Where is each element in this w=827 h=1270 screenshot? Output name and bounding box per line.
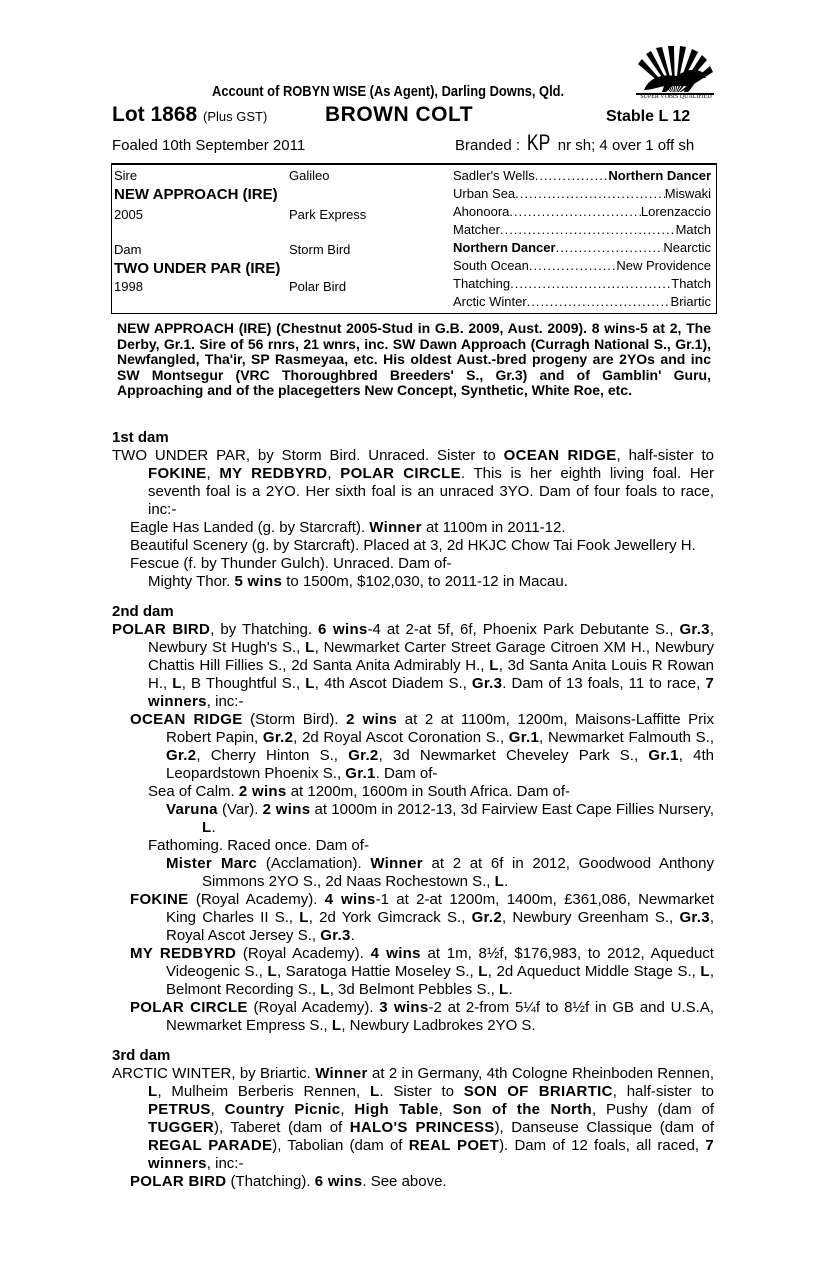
gen3-dam-side: Arctic Winter [453, 294, 527, 309]
sire-year: 2005 [114, 207, 143, 222]
entry-text: , [210, 1101, 225, 1118]
bold-text: OCEAN RIDGE [503, 447, 617, 464]
gen3-sire-side: Nearctic [663, 240, 711, 255]
branded-label: Branded : [455, 137, 521, 154]
bold-text: POLAR BIRD [130, 1173, 227, 1190]
bold-text: Gr.2 [166, 747, 197, 764]
sire-dam: Park Express [289, 207, 367, 222]
entry-text: Fescue (f. by Thunder Gulch). Unraced. Dam of- [130, 555, 452, 572]
entry-text: (Royal Academy). [236, 945, 371, 962]
entry-text: to 1500m, $102,030, to 2011-12 in Macau. [282, 573, 568, 590]
entry-text: , Newbury Ladbrokes 2YO S. [341, 1017, 536, 1034]
bold-text: 6 wins [318, 621, 368, 638]
entry-text: , 3d Newmarket Cheveley Park S., [378, 747, 649, 764]
pedigree-table [111, 163, 717, 314]
dam-name: TWO UNDER PAR (IRE) [114, 260, 281, 277]
bold-text: Winner [315, 1065, 368, 1082]
bold-text: Winner [369, 519, 422, 536]
entry-text: , 2d York Gimcrack S., [308, 909, 472, 926]
gen3-row [453, 294, 711, 309]
bold-text: Gr.2 [262, 729, 294, 746]
bold-text: High Table [354, 1101, 439, 1118]
entry-text: , B Thoughtful S., [181, 675, 306, 692]
entry-text: Mighty Thor. [148, 573, 235, 590]
bold-text: Son of the North [452, 1101, 592, 1118]
bold-text: Gr.3 [679, 621, 710, 638]
entry-text: , half-sister to [612, 1083, 714, 1100]
bold-text: L [172, 675, 182, 692]
pedigree-entry [112, 1065, 714, 1173]
gen3-row [453, 204, 711, 219]
entry-text: , Cherry Hinton S., [196, 747, 349, 764]
gen3-row [453, 258, 711, 273]
entry-text: (Royal Academy). [247, 999, 380, 1016]
gen3-dam-side: South Ocean [453, 258, 529, 273]
bold-text: HALO'S PRINCESS [349, 1119, 495, 1136]
gen3-sire-side: Miswaki [664, 186, 711, 201]
dam-year: 1998 [114, 279, 143, 294]
entry-text: at 2 at 6f in 2012, Goodwood Anthony Simmons 2YO S., 2d Naas Rochestown S., [202, 855, 714, 890]
brand-mark: KP [527, 130, 551, 155]
entry-text: (Royal Academy). [188, 891, 325, 908]
leader-dots [529, 258, 616, 273]
branded-rest: nr sh; 4 over 1 off sh [557, 137, 695, 154]
section-heading: 1st dam [112, 429, 169, 446]
bold-text: POLAR CIRCLE [130, 999, 248, 1016]
entry-text: Eagle Has Landed (g. by Starcraft). [130, 519, 370, 536]
gen3-row [453, 168, 711, 183]
horse-title: BROWN COLT [325, 103, 474, 126]
lot-number [112, 103, 267, 127]
entry-text: , Newbury St Hugh's S., [148, 621, 714, 656]
entry-text: . [508, 981, 513, 998]
gen3-dam-side: Thatching [453, 276, 511, 291]
entry-text: at 1200m, 1600m in South Africa. Dam of- [286, 783, 571, 800]
gen3-row [453, 276, 711, 291]
bold-text: SON OF BRIARTIC [463, 1083, 613, 1100]
entry-text: , 2d Aqueduct Middle Stage S., [487, 963, 701, 980]
entry-text: . Dam of 13 foals, 11 to race, [502, 675, 706, 692]
entry-text: -4 at 2-at 5f, 6f, Phoenix Park Debutante S., [367, 621, 680, 638]
lot-label: Lot 1868 [112, 103, 198, 126]
pedigree-entry [112, 855, 714, 891]
section-heading: 3rd dam [112, 1047, 171, 1064]
entry-text: , inc:- [206, 1155, 244, 1172]
bold-text: L [267, 963, 277, 980]
pedigree-entry [112, 711, 714, 783]
bold-text: 5 wins [234, 573, 283, 590]
foaled-date: Foaled 10th September 2011 [112, 137, 306, 154]
bold-text: 4 wins [370, 945, 421, 962]
bold-text: MY REDBYRD [130, 945, 237, 962]
entry-text: . Dam of- [375, 765, 438, 782]
entry-text: . [350, 927, 355, 944]
entry-text: -2 at 2-from 5¼f to 8½f in GB and U.S.A, Newmarket Empress S., [166, 999, 714, 1034]
entry-text: Fathoming. Raced once. Dam of- [148, 837, 369, 854]
entry-text: , 3d Santa Anita Louis R Rowan H., [148, 657, 714, 692]
bold-text: 7 winners [148, 675, 715, 710]
bold-text: 2 wins [238, 783, 287, 800]
entry-text: , [327, 465, 341, 482]
gen3-dam-side: Urban Sea [453, 186, 516, 201]
entry-text: ARCTIC WINTER, by Briartic. [112, 1065, 316, 1082]
entry-text: Sea of Calm. [148, 783, 239, 800]
entry-text: (Storm Bird). [242, 711, 347, 728]
bold-text: Gr.1 [648, 747, 679, 764]
stable-number: Stable L 12 [606, 108, 691, 125]
leader-dots [527, 294, 671, 309]
entry-text: , inc:- [206, 693, 244, 710]
entry-text: , Saratoga Hattie Moseley S., [276, 963, 479, 980]
pedigree-entry [112, 555, 714, 573]
dam-dam: Polar Bird [289, 279, 347, 294]
sire-name: NEW APPROACH (IRE) [114, 186, 278, 203]
bold-text: L [305, 675, 315, 692]
bold-text: REGAL PARADE [148, 1137, 273, 1154]
vendor-account: Account of ROBYN WISE (As Agent), Darling Downs, Qld. [212, 83, 565, 100]
entry-text: TWO UNDER PAR, by Storm Bird. Unraced. Sister to [112, 447, 504, 464]
bold-text: L [369, 1083, 380, 1100]
plus-gst: (Plus GST) [203, 109, 268, 124]
entry-text: . See above. [362, 1173, 447, 1190]
bold-text: 3 wins [379, 999, 429, 1016]
pedigree-entry [112, 1173, 714, 1191]
entry-text: . This is her eighth living foal. Her seventh foal is a 2YO. Her sixth foal is an unraced 3YO. Dam of four foals to race, inc:- [148, 465, 714, 518]
bold-text: L [498, 981, 509, 998]
bold-text: 4 wins [324, 891, 376, 908]
leader-dots [515, 186, 665, 201]
bold-text: OCEAN RIDGE [130, 711, 243, 728]
bold-text: L [331, 1017, 342, 1034]
entry-text: , by Thatching. [210, 621, 319, 638]
bold-text: FOKINE [148, 465, 207, 482]
section-heading: 2nd dam [112, 603, 174, 620]
bold-text: Winner [370, 855, 423, 872]
entry-text: ). Dam of 12 foals, all raced, [499, 1137, 706, 1154]
pedigree-entry [112, 519, 714, 537]
bold-text: Gr.2 [471, 909, 502, 926]
bold-text: L [478, 963, 488, 980]
entry-text: . [211, 819, 216, 836]
entry-text: (Acclamation). [257, 855, 371, 872]
bold-text: L [299, 909, 309, 926]
bold-text: 2 wins [346, 711, 398, 728]
entry-text: ), Taberet (dam of [213, 1119, 350, 1136]
bold-text: Gr.3 [320, 927, 351, 944]
entry-text: Beautiful Scenery (g. by Starcraft). Placed at 3, 2d HKJC Chow Tai Fook Jewellery H. [130, 537, 696, 554]
bold-text: POLAR CIRCLE [340, 465, 461, 482]
entry-text: at 2 in Germany, 4th Cologne Rheinboden Rennen, [367, 1065, 714, 1082]
gen3-row [453, 222, 711, 237]
gen3-sire-side: Thatch [671, 276, 711, 291]
gen3-row [453, 186, 711, 201]
logo-caption: SUPER VOBIS QUALIFIED [640, 94, 712, 100]
bold-text: 6 wins [314, 1173, 363, 1190]
entry-text: -1 at 2-at 1200m, 1400m, £361,086, Newmarket King Charles II S., [166, 891, 715, 926]
dam-label: Dam [114, 242, 142, 257]
entry-text: , [206, 465, 220, 482]
bold-text: Gr.1 [508, 729, 540, 746]
bold-text: PETRUS [148, 1101, 211, 1118]
pedigree-entry [112, 537, 714, 555]
bold-text: Varuna [166, 801, 218, 818]
bold-text: L [320, 981, 330, 998]
entry-text: , Newbury Greenham S., [501, 909, 680, 926]
bold-text: TUGGER [148, 1119, 214, 1136]
entry-text: ), Tabolian (dam of [272, 1137, 409, 1154]
dam-sire: Storm Bird [289, 242, 351, 257]
pedigree-entry [112, 837, 714, 855]
gen3-sire-side: Briartic [670, 294, 711, 309]
gen3-dam-side: Sadler's Wells [453, 168, 535, 183]
entry-text: , Newmarket Falmouth S., [539, 729, 714, 746]
sire-sire: Galileo [289, 168, 330, 183]
entry-text: at 1000m in 2012-13, 3d Fairview East Cape Fillies Nursery, [310, 801, 714, 818]
bold-text: L [489, 657, 499, 674]
entry-text: , Pushy (dam of [591, 1101, 715, 1118]
leader-dots [500, 222, 676, 237]
bold-text: REAL POET [408, 1137, 500, 1154]
entry-text: , Newmarket Carter Street Garage Citroen XM H., Newbury Chattis Hill Fillies S., 2d Santa Anita Admirably H., [148, 639, 714, 674]
entry-text: (Thatching). [226, 1173, 315, 1190]
bold-text: L [700, 963, 710, 980]
bold-text: Gr.1 [345, 765, 376, 782]
pedigree-entry [112, 801, 714, 837]
entry-text: , 3d Belmont Pebbles S., [329, 981, 499, 998]
bold-text: POLAR BIRD [112, 621, 211, 638]
bold-text: Gr.3 [471, 675, 503, 692]
gen3-row [453, 240, 711, 255]
entry-text: (Var). [217, 801, 263, 818]
entry-text: at 2 at 1100m, 1200m, Maisons-Laffitte Prix Robert Papin, [166, 711, 714, 746]
bold-text: 2 wins [262, 801, 311, 818]
entry-text: , 4th Leopardstown Phoenix S., [166, 747, 714, 782]
pedigree-entry [112, 945, 714, 999]
pedigree-entry [112, 891, 714, 945]
pedigree-body [112, 429, 714, 1191]
leader-dots [556, 240, 664, 255]
bold-text: L [148, 1083, 158, 1100]
bold-text: Gr.3 [679, 909, 710, 926]
gen3-dam-side: Northern Dancer [453, 240, 556, 255]
leader-dots [535, 168, 609, 183]
bold-text: 7 winners [148, 1137, 714, 1172]
pedigree-entry [112, 573, 714, 591]
gen3-sire-side: Lorenzaccio [640, 204, 711, 219]
entry-text: , 4th Ascot Diadem S., [314, 675, 472, 692]
bold-text: MY REDBYRD [219, 465, 328, 482]
bold-text: L [494, 873, 505, 890]
gen3-sire-side: Northern Dancer [608, 168, 711, 183]
entry-text: , Belmont Recording S., [166, 963, 715, 998]
entry-text: . Sister to [379, 1083, 464, 1100]
entry-text: at 1m, 8½f, $176,983, to 2012, Aqueduct Videogenic S., [166, 945, 714, 980]
branded-info [455, 130, 695, 155]
bold-text: FOKINE [130, 891, 189, 908]
entry-text: , [438, 1101, 453, 1118]
sire-label: Sire [114, 168, 138, 183]
gen3-dam-side: Ahonoora [453, 204, 510, 219]
leader-dots [510, 276, 671, 291]
entry-text: , Mulheim Berberis Rennen, [157, 1083, 370, 1100]
pedigree-entry [112, 447, 714, 519]
bold-text: Mister Marc [166, 855, 258, 872]
entry-text: , Royal Ascot Jersey S., [166, 909, 715, 944]
leader-dots [509, 204, 641, 219]
sire-summary: NEW APPROACH (IRE) (Chestnut 2005-Stud in G.B. 2009, Aust. 2009). 8 wins-5 at 2, The Derby, Gr.1. Sire of 56 rnrs, 21 wnrs, inc. SW Dawn Approach (Curragh National S., Gr.1), Newfangled, Tha'ir, SP Rasmeyaa, etc. His oldest Aust.-bred progeny are 2YOs and inc SW Montsegur (VRC Thoroughbred Breeders' S., Gr.3) and of Gamblin' Guru, Approaching and of the placegetters New Concept, Synthetic, White Roe, etc. [117, 320, 711, 398]
pedigree-entry [112, 621, 714, 711]
entry-text: , 2d Royal Ascot Coronation S., [293, 729, 509, 746]
gen3-sire-side: Match [675, 222, 711, 237]
entry-text: at 1100m in 2011-12. [421, 519, 566, 536]
gen3-sire-side: New Providence [616, 258, 711, 273]
entry-text: , half-sister to [616, 447, 714, 464]
entry-text: , [340, 1101, 355, 1118]
gen3-dam-side: Matcher [453, 222, 500, 237]
bold-text: L [305, 639, 315, 656]
bold-text: Country Picnic [224, 1101, 341, 1118]
entry-text: . [504, 873, 509, 890]
pedigree-entry [112, 783, 714, 801]
bold-text: L [202, 819, 212, 836]
pedigree-entry [112, 999, 714, 1035]
entry-text: ), Danseuse Classique (dam of [494, 1119, 714, 1136]
bold-text: Gr.2 [348, 747, 379, 764]
